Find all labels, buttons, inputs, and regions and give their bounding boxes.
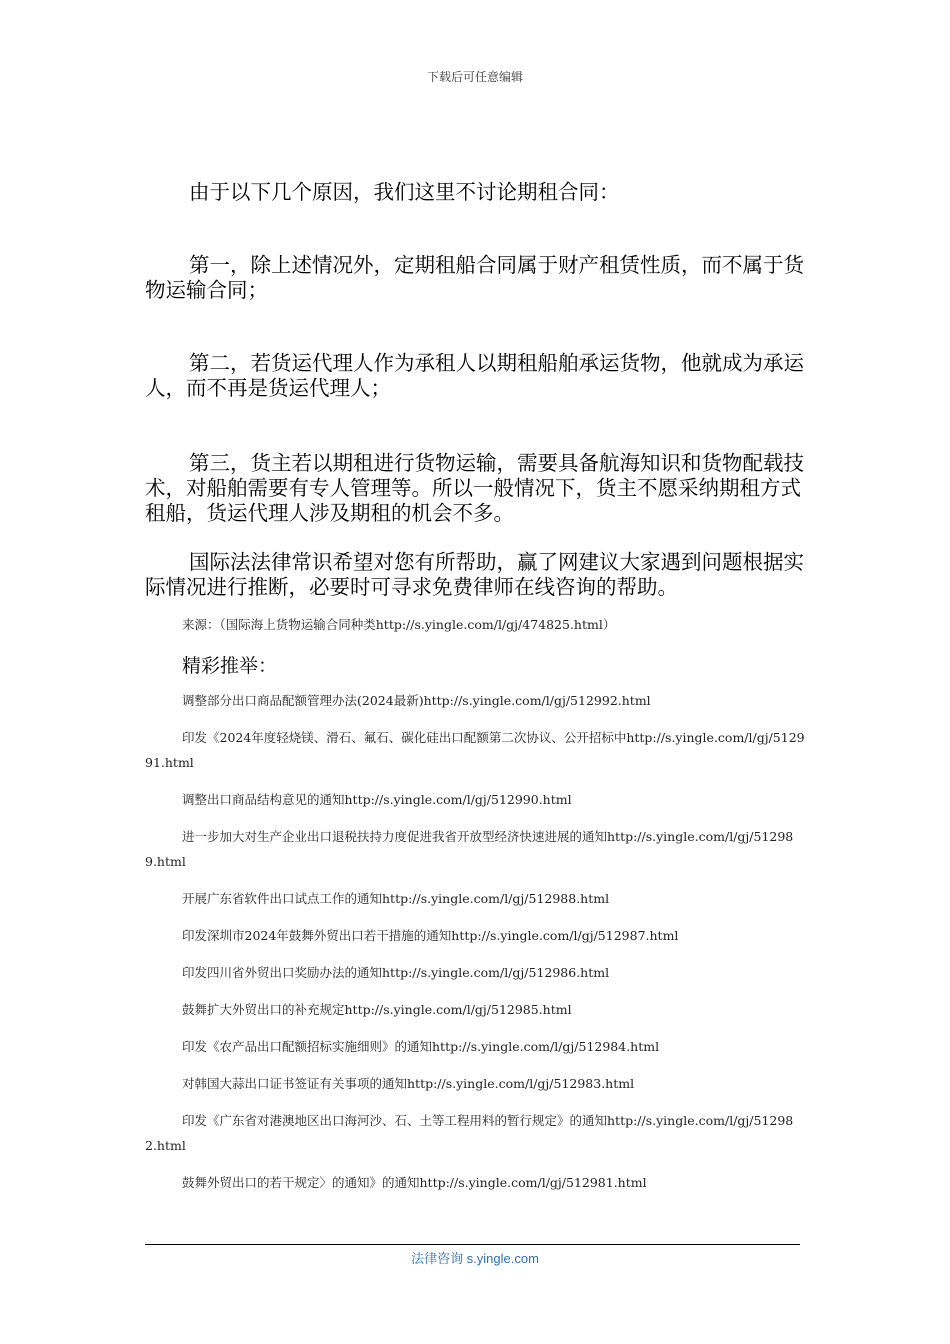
paragraph-first-reason: 第一，除上述情况外，定期租船合同属于财产租赁性质，而不属于货物运输合同；: [145, 253, 804, 302]
header-note: 下载后可任意编辑: [426, 70, 523, 84]
source-citation: 来源：（国际海上货物运输合同种类http://s.yingle.com/l/gj/474825.html）: [182, 617, 616, 632]
recommend-link[interactable]: 印发《广东省对港澳地区出口海河沙、石、土等工程用料的暂行规定》的通知http://s.yingle.com/l/gj/512982.html: [145, 1113, 794, 1153]
recommend-link[interactable]: 开展广东省软件出口试点工作的通知http://s.yingle.com/l/gj/512988.html: [182, 891, 610, 906]
recommend-link[interactable]: 印发《2024年度轻烧镁、滑石、氟石、碳化硅出口配额第二次协议、公开招标中http://s.yingle.com/l/gj/512991.html: [145, 730, 805, 770]
paragraph-third-reason: 第三，货主若以期租进行货物运输，需要具备航海知识和货物配载技术，对船舶需要有专人管理等。所以一般情况下，货主不愿采纳期租方式租船，货运代理人涉及期租的机会不多。: [145, 451, 804, 525]
recommend-link[interactable]: 调整部分出口商品配额管理办法(2024最新)http://s.yingle.com/l/gj/512992.html: [182, 693, 651, 708]
recommend-list: [145, 688, 805, 1207]
recommend-link[interactable]: 鼓舞外贸出口的若干规定〉的通知》的通知http://s.yingle.com/l/gj/512981.html: [182, 1175, 647, 1190]
recommend-title: 精彩推举：: [182, 655, 278, 677]
recommend-link[interactable]: 对韩国大蒜出口证书签证有关事项的通知http://s.yingle.com/l/gj/512983.html: [182, 1076, 635, 1091]
recommend-link[interactable]: 进一步加大对生产企业出口退税扶持力度促进我省开放型经济快速进展的通知http://s.yingle.com/l/gj/512989.html: [145, 829, 794, 869]
paragraph-second-reason: 第二，若货运代理人作为承租人以期租船舶承运货物，他就成为承运人，而不再是货运代理人；: [145, 351, 804, 400]
recommend-link[interactable]: 鼓舞扩大外贸出口的补充规定http://s.yingle.com/l/gj/512985.html: [182, 1002, 572, 1017]
recommend-link[interactable]: 印发《农产品出口配额招标实施细则》的通知http://s.yingle.com/l/gj/512984.html: [182, 1039, 660, 1054]
recommend-link[interactable]: 调整出口商品结构意见的通知http://s.yingle.com/l/gj/512990.html: [182, 792, 572, 807]
recommend-link[interactable]: 印发四川省外贸出口奖励办法的通知http://s.yingle.com/l/gj/512986.html: [182, 965, 610, 980]
paragraph-intro: 由于以下几个原因，我们这里不讨论期租合同：: [189, 180, 620, 204]
footer-divider: [145, 1244, 800, 1245]
footer-link[interactable]: 法律咨询 s.yingle.com: [411, 1251, 539, 1266]
paragraph-closing: 国际法法律常识希望对您有所帮助，赢了网建议大家遇到问题根据实际情况进行推断，必要时可寻求免费律师在线咨询的帮助。: [145, 550, 804, 599]
recommend-link[interactable]: 印发深圳市2024年鼓舞外贸出口若干措施的通知http://s.yingle.com/l/gj/512987.html: [182, 928, 679, 943]
